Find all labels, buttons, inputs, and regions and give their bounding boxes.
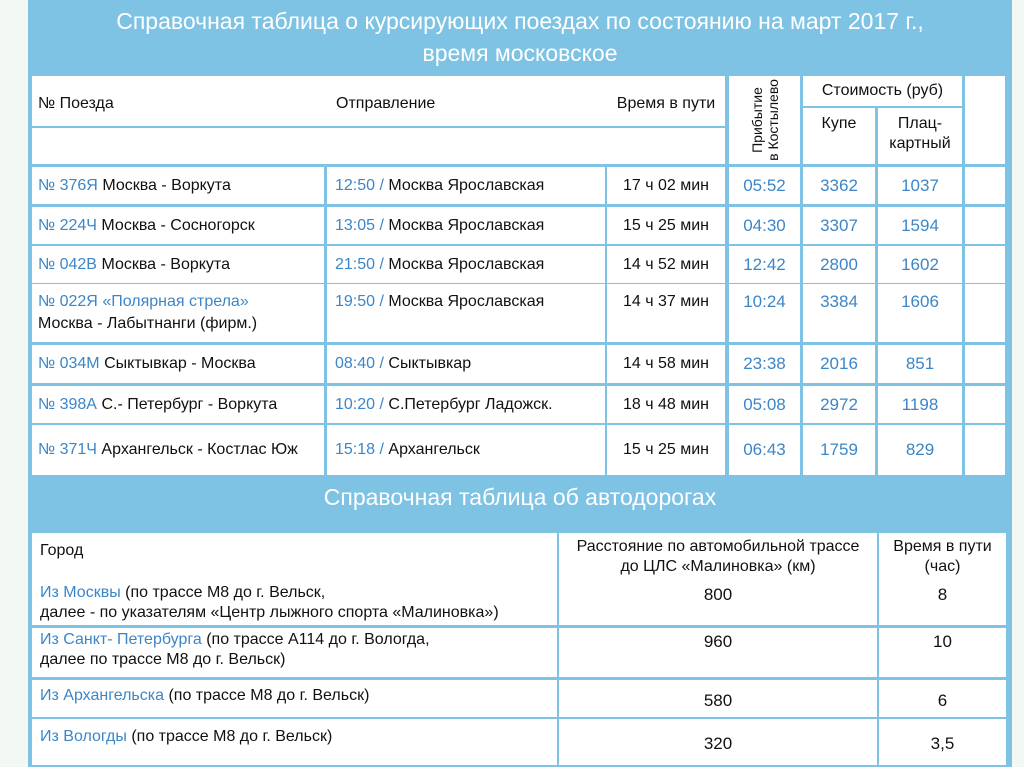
platz-price: 829 xyxy=(905,440,935,459)
road-row-cell xyxy=(32,719,557,765)
extra-cell xyxy=(965,386,1005,423)
road-route-line xyxy=(40,727,332,747)
road-route-line xyxy=(40,686,369,706)
road-distance-cell xyxy=(559,581,877,625)
departure-line xyxy=(335,354,471,374)
train-row-cell xyxy=(32,345,324,383)
road-route: (по трассе М8 до г. Вельск, xyxy=(120,584,326,601)
train-route: Архангельск - Костлас Юж xyxy=(101,441,298,458)
road-from: Из Архангельска xyxy=(40,687,164,704)
train-route-line xyxy=(38,176,231,196)
travel-time: 15 ч 25 мин xyxy=(622,441,710,458)
kupe-price: 2972 xyxy=(820,395,858,414)
travel-time: 14 ч 58 мин xyxy=(622,355,710,372)
departure-station: Москва Ярославская xyxy=(388,177,545,194)
train-route-line xyxy=(38,354,256,374)
travel-time: 15 ч 25 мин xyxy=(622,217,710,234)
header-platz-line1: Плац- xyxy=(897,115,943,132)
road-distance-cell xyxy=(559,628,877,677)
train-row-cell xyxy=(32,207,324,244)
platz-price: 851 xyxy=(905,354,935,373)
train-row-cell xyxy=(32,386,324,423)
departure-station: Москва Ярославская xyxy=(388,217,545,234)
road-time-cell xyxy=(879,581,1006,625)
departure-cell xyxy=(327,246,605,283)
extra-cell xyxy=(965,207,1005,244)
departure-line xyxy=(335,292,544,312)
platz-price-cell xyxy=(878,386,962,423)
road-distance: 800 xyxy=(703,585,733,604)
road-route: (по трассе А114 до г. Вологда, xyxy=(201,631,430,648)
road-distance-cell xyxy=(559,680,877,717)
train-number: № 042В xyxy=(38,256,97,273)
header-cost: Стоимость (руб) xyxy=(821,82,944,99)
departure-time: 19:50 / xyxy=(335,293,384,310)
departure-cell xyxy=(327,284,605,342)
kupe-price-cell xyxy=(803,284,875,342)
road-route: (по трассе М8 до г. Вельск) xyxy=(164,687,370,704)
header-train: № Поезда xyxy=(38,95,114,112)
header-time-line1: Время в пути xyxy=(893,538,992,555)
road-route-line xyxy=(40,630,430,650)
travel-time-cell xyxy=(607,167,725,204)
departure-line xyxy=(335,216,544,236)
arrival-cell xyxy=(729,284,800,342)
header-departure: Отправление xyxy=(336,95,436,112)
platz-price: 1594 xyxy=(901,216,939,235)
platz-price: 1602 xyxy=(901,255,939,274)
platz-price-cell xyxy=(878,167,962,204)
extra-cell xyxy=(965,167,1005,204)
road-time-cell xyxy=(879,628,1006,677)
arrival-cell xyxy=(729,246,800,283)
trains-title-line1: Справочная таблица о курсирующих поездах по состоянию на март 2017 г., xyxy=(116,8,924,34)
travel-time-cell xyxy=(607,345,725,383)
departure-time: 10:20 / xyxy=(335,396,384,413)
platz-price-cell xyxy=(878,425,962,475)
header-train-cell xyxy=(32,76,607,126)
kupe-price-cell xyxy=(803,246,875,283)
train-route: Сыктывкар - Москва xyxy=(104,355,256,372)
extra-cell xyxy=(965,284,1005,342)
train-number: № 022Я xyxy=(38,293,98,310)
arrival-time: 05:52 xyxy=(743,176,786,195)
roads-title: Справочная таблица об автодорогах xyxy=(323,484,717,510)
extra-cell xyxy=(965,345,1005,383)
header-extra-cell xyxy=(965,76,1005,164)
road-from: Из Санкт- Петербурга xyxy=(40,631,202,648)
departure-cell xyxy=(327,345,605,383)
header-kupe-cell xyxy=(803,108,875,164)
train-name: «Полярная стрела» xyxy=(102,293,249,310)
road-from: Из Вологды xyxy=(40,728,127,745)
extra-cell xyxy=(965,425,1005,475)
train-row-cell xyxy=(32,425,324,475)
train-route-line xyxy=(38,440,298,460)
header-cost-cell xyxy=(803,76,962,106)
arrival-time: 23:38 xyxy=(743,354,786,373)
header-distance-line2: до ЦЛС «Малиновка» (км) xyxy=(620,558,816,575)
departure-cell xyxy=(327,167,605,204)
road-distance: 320 xyxy=(703,734,733,753)
road-row-cell xyxy=(32,680,557,717)
kupe-price: 3384 xyxy=(820,292,858,311)
departure-station: С.Петербург Ладожск. xyxy=(388,396,553,413)
road-time: 10 xyxy=(933,632,952,651)
header-platz-line2: картный xyxy=(889,135,951,152)
header-time-line2: (час) xyxy=(924,558,961,575)
platz-price: 1198 xyxy=(901,395,939,414)
kupe-price-cell xyxy=(803,386,875,423)
arrival-time: 06:43 xyxy=(743,440,786,459)
kupe-price-cell xyxy=(803,167,875,204)
arrival-time: 04:30 xyxy=(743,216,786,235)
departure-line xyxy=(335,440,480,460)
train-route: Москва - Воркута xyxy=(102,177,231,194)
train-number: № 398А xyxy=(38,396,97,413)
arrival-cell xyxy=(729,386,800,423)
travel-time: 17 ч 02 мин xyxy=(622,177,710,194)
departure-line xyxy=(335,176,544,196)
departure-time: 15:18 / xyxy=(335,441,384,458)
kupe-price: 1759 xyxy=(820,440,858,459)
road-time: 3,5 xyxy=(930,734,955,753)
arrival-cell xyxy=(729,345,800,383)
train-route: С.- Петербург - Воркута xyxy=(101,396,278,413)
arrival-time: 10:24 xyxy=(743,292,786,311)
travel-time: 14 ч 52 мин xyxy=(622,256,710,273)
road-from: Из Москвы xyxy=(40,584,121,601)
departure-station: Сыктывкар xyxy=(388,355,472,372)
departure-line xyxy=(335,395,553,415)
train-route: Москва - Воркута xyxy=(101,256,230,273)
travel-time-cell xyxy=(607,207,725,244)
road-distance: 580 xyxy=(703,691,733,710)
train-route: Москва - Сосногорск xyxy=(101,217,255,234)
train-route-line xyxy=(38,216,255,236)
road-time: 8 xyxy=(937,585,948,604)
arrival-cell xyxy=(729,207,800,244)
travel-time-cell xyxy=(607,386,725,423)
train-row-cell xyxy=(32,167,324,204)
train-row-cell xyxy=(32,246,324,283)
train-number: № 224Ч xyxy=(38,217,97,234)
arrival-time: 12:42 xyxy=(743,255,786,274)
train-route-line xyxy=(38,255,230,275)
departure-time: 21:50 / xyxy=(335,256,384,273)
kupe-price: 3362 xyxy=(820,176,858,195)
road-row-cell xyxy=(32,581,557,625)
travel-time: 18 ч 48 мин xyxy=(622,396,710,413)
departure-cell xyxy=(327,207,605,244)
travel-time-cell xyxy=(607,246,725,283)
arrival-cell xyxy=(729,425,800,475)
departure-time: 08:40 / xyxy=(335,355,384,372)
kupe-price: 2800 xyxy=(820,255,858,274)
header-platz-cell xyxy=(878,108,962,164)
road-route-line2: далее - по указателям «Центр лыжного спорта «Малиновка») xyxy=(40,604,499,621)
header-distance-line1: Расстояние по автомобильной трассе xyxy=(576,538,860,555)
train-number: № 376Я xyxy=(38,177,98,194)
road-route-line2: далее по трассе М8 до г. Вельск) xyxy=(40,651,286,668)
train-number: № 034М xyxy=(38,355,100,372)
departure-station: Москва Ярославская xyxy=(388,256,545,273)
platz-price-cell xyxy=(878,207,962,244)
kupe-price-cell xyxy=(803,207,875,244)
road-row-cell xyxy=(32,628,557,677)
train-route-line2: Москва - Лабытнанги (фирм.) xyxy=(38,315,258,332)
header-blank-travel-cell xyxy=(607,128,725,164)
header-travel-cell xyxy=(607,76,725,126)
arrival-cell xyxy=(729,167,800,204)
header-blank-cell xyxy=(32,128,607,164)
train-route-line xyxy=(38,292,249,312)
header-travel-time: Время в пути xyxy=(616,95,716,112)
header-arrival xyxy=(749,79,781,161)
travel-time-cell xyxy=(607,425,725,475)
road-route: (по трассе М8 до г. Вельск) xyxy=(126,728,333,745)
road-route-line xyxy=(40,583,325,603)
extra-cell xyxy=(965,246,1005,283)
kupe-price-cell xyxy=(803,345,875,383)
departure-cell xyxy=(327,386,605,423)
train-number: № 371Ч xyxy=(38,441,97,458)
arrival-time: 05:08 xyxy=(743,395,786,414)
departure-cell xyxy=(327,425,605,475)
platz-price-cell xyxy=(878,284,962,342)
departure-time: 13:05 / xyxy=(335,217,384,234)
departure-time: 12:50 / xyxy=(335,177,384,194)
header-city: Город xyxy=(40,542,84,559)
kupe-price: 2016 xyxy=(820,354,858,373)
trains-title-line2: время московское xyxy=(422,40,618,66)
kupe-price: 3307 xyxy=(820,216,858,235)
departure-station: Москва Ярославская xyxy=(388,293,545,310)
travel-time-cell xyxy=(607,284,725,342)
header-kupe: Купе xyxy=(821,115,857,132)
platz-price-cell xyxy=(878,246,962,283)
travel-time: 14 ч 37 мин xyxy=(622,293,710,310)
platz-price-cell xyxy=(878,345,962,383)
platz-price: 1606 xyxy=(901,292,939,311)
road-time-cell xyxy=(879,719,1006,765)
road-time-cell xyxy=(879,680,1006,717)
departure-station: Архангельск xyxy=(388,441,480,458)
platz-price: 1037 xyxy=(901,176,939,195)
road-distance-cell xyxy=(559,719,877,765)
train-route-line xyxy=(38,395,277,415)
header-arrival-cell xyxy=(729,76,800,164)
kupe-price-cell xyxy=(803,425,875,475)
road-distance: 960 xyxy=(703,632,733,651)
train-row-cell xyxy=(32,284,324,342)
road-time: 6 xyxy=(937,691,948,710)
departure-line xyxy=(335,255,544,275)
header-arrival-line2: в Костылево xyxy=(764,79,781,161)
header-arrival-line1: Прибытие xyxy=(748,87,765,153)
